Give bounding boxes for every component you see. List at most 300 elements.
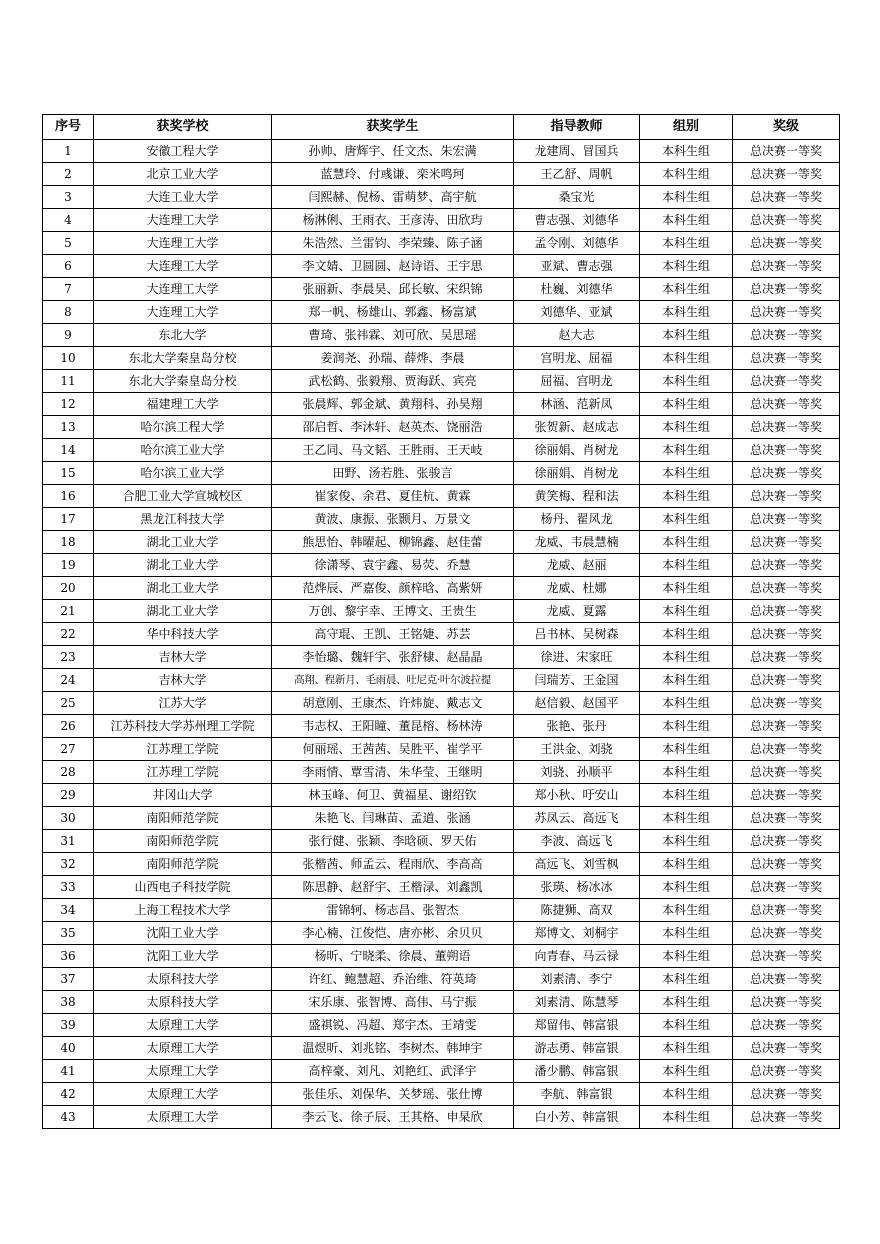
table-row <box>43 232 840 255</box>
cell-teacher: 闫瑞芳、王金国 <box>514 669 640 692</box>
cell-group: 本科生组 <box>640 1083 733 1106</box>
cell-no: 38 <box>43 991 94 1014</box>
cell-teacher: 王洪金、刘骁 <box>514 738 640 761</box>
cell-group: 本科生组 <box>640 899 733 922</box>
cell-students: 朱浩然、兰雷钧、李荣臻、陈子涵 <box>272 232 514 255</box>
cell-teacher: 赵信毅、赵国平 <box>514 692 640 715</box>
cell-no: 5 <box>43 232 94 255</box>
cell-school: 哈尔滨工程大学 <box>94 416 272 439</box>
cell-group: 本科生组 <box>640 761 733 784</box>
table-row <box>43 370 840 393</box>
cell-students: 蓝慧玲、付彧谦、栾米鸣珂 <box>272 163 514 186</box>
cell-school: 江苏大学 <box>94 692 272 715</box>
cell-teacher: 李航、韩富银 <box>514 1083 640 1106</box>
cell-teacher: 徐丽娟、肖树龙 <box>514 462 640 485</box>
cell-students: 崔家俊、余君、夏佳杭、黄霖 <box>272 485 514 508</box>
cell-group: 本科生组 <box>640 554 733 577</box>
cell-group: 本科生组 <box>640 876 733 899</box>
table-row <box>43 255 840 278</box>
cell-no: 31 <box>43 830 94 853</box>
cell-school: 安徽工程大学 <box>94 140 272 163</box>
cell-school: 江苏科技大学苏州理工学院 <box>94 715 272 738</box>
cell-teacher: 白小芳、韩富银 <box>514 1106 640 1129</box>
cell-school: 东北大学秦皇岛分校 <box>94 370 272 393</box>
table-row <box>43 1083 840 1106</box>
cell-teacher: 龙威、夏露 <box>514 600 640 623</box>
header-award: 奖级 <box>733 115 840 140</box>
cell-group: 本科生组 <box>640 1060 733 1083</box>
table-row <box>43 393 840 416</box>
cell-no: 37 <box>43 968 94 991</box>
cell-group: 本科生组 <box>640 738 733 761</box>
cell-students: 李文婧、卫圆圆、赵诗语、王宇思 <box>272 255 514 278</box>
cell-students: 张楷茜、师孟云、程雨欣、李高高 <box>272 853 514 876</box>
cell-school: 湖北工业大学 <box>94 600 272 623</box>
cell-no: 11 <box>43 370 94 393</box>
cell-school: 大连理工大学 <box>94 209 272 232</box>
cell-teacher: 龙威、韦晨慧楠 <box>514 531 640 554</box>
cell-teacher: 张贺新、赵成志 <box>514 416 640 439</box>
cell-no: 22 <box>43 623 94 646</box>
cell-school: 太原理工大学 <box>94 1083 272 1106</box>
cell-group: 本科生组 <box>640 232 733 255</box>
cell-no: 21 <box>43 600 94 623</box>
cell-school: 沈阳工业大学 <box>94 922 272 945</box>
cell-no: 7 <box>43 278 94 301</box>
table-row <box>43 922 840 945</box>
cell-students: 盛祺锐、冯超、郑宇杰、王靖雯 <box>272 1014 514 1037</box>
table-row <box>43 784 840 807</box>
cell-teacher: 赵大志 <box>514 324 640 347</box>
cell-no: 4 <box>43 209 94 232</box>
cell-award: 总决赛一等奖 <box>733 692 840 715</box>
cell-school: 井冈山大学 <box>94 784 272 807</box>
cell-no: 24 <box>43 669 94 692</box>
cell-award: 总决赛一等奖 <box>733 577 840 600</box>
cell-students: 姜润尧、孙瑞、薛烨、李晨 <box>272 347 514 370</box>
cell-group: 本科生组 <box>640 600 733 623</box>
cell-no: 6 <box>43 255 94 278</box>
cell-award: 总决赛一等奖 <box>733 255 840 278</box>
cell-school: 上海工程技术大学 <box>94 899 272 922</box>
cell-teacher: 黄笑梅、程和法 <box>514 485 640 508</box>
cell-students: 邵启哲、李沐轩、赵英杰、饶丽浩 <box>272 416 514 439</box>
cell-students: 高梓豪、刘凡、刘艳红、武泽宇 <box>272 1060 514 1083</box>
cell-award: 总决赛一等奖 <box>733 623 840 646</box>
cell-award: 总决赛一等奖 <box>733 462 840 485</box>
cell-students: 李心楠、江俊恺、唐亦彬、余贝贝 <box>272 922 514 945</box>
cell-teacher: 郑小秋、吁安山 <box>514 784 640 807</box>
cell-award: 总决赛一等奖 <box>733 531 840 554</box>
cell-group: 本科生组 <box>640 945 733 968</box>
cell-students: 胡意刚、王康杰、许炜旋、戴志文 <box>272 692 514 715</box>
cell-award: 总决赛一等奖 <box>733 669 840 692</box>
cell-group: 本科生组 <box>640 186 733 209</box>
cell-no: 19 <box>43 554 94 577</box>
cell-group: 本科生组 <box>640 485 733 508</box>
cell-award: 总决赛一等奖 <box>733 853 840 876</box>
cell-no: 16 <box>43 485 94 508</box>
cell-no: 30 <box>43 807 94 830</box>
cell-school: 哈尔滨工业大学 <box>94 462 272 485</box>
cell-teacher: 刘骁、孙顺平 <box>514 761 640 784</box>
cell-group: 本科生组 <box>640 1014 733 1037</box>
table-row <box>43 531 840 554</box>
table-row <box>43 278 840 301</box>
cell-group: 本科生组 <box>640 393 733 416</box>
cell-students: 高守琨、王凯、王铭婕、苏芸 <box>272 623 514 646</box>
cell-award: 总决赛一等奖 <box>733 991 840 1014</box>
cell-no: 15 <box>43 462 94 485</box>
cell-no: 25 <box>43 692 94 715</box>
cell-students: 许红、鲍慧超、乔治维、符英琦 <box>272 968 514 991</box>
cell-students: 张佳乐、刘保华、关梦瑶、张仕博 <box>272 1083 514 1106</box>
cell-award: 总决赛一等奖 <box>733 163 840 186</box>
cell-group: 本科生组 <box>640 922 733 945</box>
cell-teacher: 郑留伟、韩富银 <box>514 1014 640 1037</box>
table-row <box>43 347 840 370</box>
cell-award: 总决赛一等奖 <box>733 646 840 669</box>
cell-students: 温煜昕、刘兆铭、李树杰、韩坤宇 <box>272 1037 514 1060</box>
cell-no: 2 <box>43 163 94 186</box>
table-row <box>43 669 840 692</box>
cell-students: 闫熙赫、倪杨、雷萌梦、高宇航 <box>272 186 514 209</box>
table-row <box>43 1060 840 1083</box>
cell-group: 本科生组 <box>640 853 733 876</box>
cell-teacher: 杜巍、刘德华 <box>514 278 640 301</box>
table-row <box>43 738 840 761</box>
cell-award: 总决赛一等奖 <box>733 232 840 255</box>
cell-school: 太原理工大学 <box>94 1037 272 1060</box>
cell-group: 本科生组 <box>640 324 733 347</box>
cell-students: 张行健、张颖、李晗硕、罗天佑 <box>272 830 514 853</box>
table-row <box>43 209 840 232</box>
table-row <box>43 416 840 439</box>
cell-group: 本科生组 <box>640 531 733 554</box>
cell-group: 本科生组 <box>640 508 733 531</box>
cell-award: 总决赛一等奖 <box>733 1037 840 1060</box>
cell-students: 张丽新、李晨昊、邱长敏、宋织锦 <box>272 278 514 301</box>
cell-no: 26 <box>43 715 94 738</box>
cell-teacher: 李波、高远飞 <box>514 830 640 853</box>
cell-no: 9 <box>43 324 94 347</box>
cell-students: 杨昕、宁晓柔、徐晨、董朔语 <box>272 945 514 968</box>
cell-teacher: 孟令刚、刘德华 <box>514 232 640 255</box>
cell-award: 总决赛一等奖 <box>733 1106 840 1129</box>
cell-students: 徐潇琴、袁宇鑫、易荧、乔慧 <box>272 554 514 577</box>
table-row <box>43 324 840 347</box>
table-row <box>43 968 840 991</box>
cell-teacher: 龙建周、冒国兵 <box>514 140 640 163</box>
cell-group: 本科生组 <box>640 370 733 393</box>
cell-no: 43 <box>43 1106 94 1129</box>
cell-no: 35 <box>43 922 94 945</box>
cell-no: 17 <box>43 508 94 531</box>
cell-students: 宋乐康、张智博、高伟、马宁振 <box>272 991 514 1014</box>
cell-group: 本科生组 <box>640 646 733 669</box>
cell-school: 东北大学 <box>94 324 272 347</box>
cell-school: 南阳师范学院 <box>94 830 272 853</box>
table-row <box>43 715 840 738</box>
cell-award: 总决赛一等奖 <box>733 807 840 830</box>
table-row <box>43 301 840 324</box>
cell-award: 总决赛一等奖 <box>733 278 840 301</box>
table-row <box>43 508 840 531</box>
cell-school: 湖北工业大学 <box>94 577 272 600</box>
cell-no: 41 <box>43 1060 94 1083</box>
cell-award: 总决赛一等奖 <box>733 324 840 347</box>
cell-students: 李怡璐、魏轩宇、张舒棣、赵晶晶 <box>272 646 514 669</box>
cell-teacher: 杨丹、翟风龙 <box>514 508 640 531</box>
cell-group: 本科生组 <box>640 991 733 1014</box>
cell-teacher: 游志勇、韩富银 <box>514 1037 640 1060</box>
cell-award: 总决赛一等奖 <box>733 1060 840 1083</box>
cell-award: 总决赛一等奖 <box>733 416 840 439</box>
cell-award: 总决赛一等奖 <box>733 784 840 807</box>
table-row <box>43 830 840 853</box>
table-row <box>43 807 840 830</box>
cell-teacher: 龙威、赵丽 <box>514 554 640 577</box>
cell-group: 本科生组 <box>640 140 733 163</box>
cell-group: 本科生组 <box>640 1037 733 1060</box>
cell-no: 27 <box>43 738 94 761</box>
cell-no: 14 <box>43 439 94 462</box>
cell-students: 田野、汤若胜、张骏言 <box>272 462 514 485</box>
cell-students: 武松鹤、张毅翔、贾海跃、宾亮 <box>272 370 514 393</box>
cell-school: 湖北工业大学 <box>94 531 272 554</box>
cell-no: 13 <box>43 416 94 439</box>
table-row <box>43 945 840 968</box>
cell-group: 本科生组 <box>640 577 733 600</box>
cell-students: 雷锦轲、杨志昌、张智杰 <box>272 899 514 922</box>
cell-school: 太原理工大学 <box>94 1060 272 1083</box>
cell-school: 太原科技大学 <box>94 968 272 991</box>
header-students: 获奖学生 <box>272 115 514 140</box>
cell-no: 3 <box>43 186 94 209</box>
cell-students: 陈思静、赵舒宇、王楷渌、刘鑫凯 <box>272 876 514 899</box>
table-row <box>43 1037 840 1060</box>
cell-students: 熊思怡、韩曜起、柳锦鑫、赵佳蕾 <box>272 531 514 554</box>
cell-award: 总决赛一等奖 <box>733 140 840 163</box>
cell-no: 12 <box>43 393 94 416</box>
table-row <box>43 853 840 876</box>
cell-teacher: 曹志强、刘德华 <box>514 209 640 232</box>
cell-students: 李雨情、覃雪清、朱华莹、王继明 <box>272 761 514 784</box>
cell-group: 本科生组 <box>640 968 733 991</box>
table-row <box>43 1106 840 1129</box>
table-row <box>43 899 840 922</box>
header-no: 序号 <box>43 115 94 140</box>
cell-award: 总决赛一等奖 <box>733 508 840 531</box>
cell-students: 王乙同、马文韬、王胜雨、王天岐 <box>272 439 514 462</box>
cell-group: 本科生组 <box>640 692 733 715</box>
cell-teacher: 亚斌、曹志强 <box>514 255 640 278</box>
cell-group: 本科生组 <box>640 209 733 232</box>
table-row <box>43 646 840 669</box>
cell-group: 本科生组 <box>640 416 733 439</box>
cell-group: 本科生组 <box>640 255 733 278</box>
cell-no: 10 <box>43 347 94 370</box>
cell-teacher: 刘素清、李宁 <box>514 968 640 991</box>
cell-award: 总决赛一等奖 <box>733 301 840 324</box>
cell-award: 总决赛一等奖 <box>733 209 840 232</box>
cell-teacher: 张瑛、杨冰冰 <box>514 876 640 899</box>
cell-school: 吉林大学 <box>94 669 272 692</box>
cell-teacher: 高远飞、刘雪枫 <box>514 853 640 876</box>
cell-no: 18 <box>43 531 94 554</box>
cell-school: 江苏理工学院 <box>94 761 272 784</box>
cell-no: 20 <box>43 577 94 600</box>
cell-school: 哈尔滨工业大学 <box>94 439 272 462</box>
cell-group: 本科生组 <box>640 807 733 830</box>
cell-teacher: 刘德华、亚斌 <box>514 301 640 324</box>
table-row <box>43 623 840 646</box>
cell-award: 总决赛一等奖 <box>733 761 840 784</box>
cell-teacher: 屈福、宫明龙 <box>514 370 640 393</box>
table-row <box>43 600 840 623</box>
table-row <box>43 1014 840 1037</box>
cell-school: 南阳师范学院 <box>94 853 272 876</box>
cell-award: 总决赛一等奖 <box>733 485 840 508</box>
cell-school: 山西电子科技学院 <box>94 876 272 899</box>
cell-students: 李云飞、徐子辰、王其格、申杲欣 <box>272 1106 514 1129</box>
cell-teacher: 林涵、范新凤 <box>514 393 640 416</box>
table-row <box>43 485 840 508</box>
header-group: 组别 <box>640 115 733 140</box>
cell-award: 总决赛一等奖 <box>733 1083 840 1106</box>
table-row <box>43 439 840 462</box>
cell-school: 大连理工大学 <box>94 255 272 278</box>
cell-students: 韦志权、王阳瞳、董昆榕、杨林涛 <box>272 715 514 738</box>
cell-school: 南阳师范学院 <box>94 807 272 830</box>
table-row <box>43 577 840 600</box>
table-row <box>43 140 840 163</box>
cell-award: 总决赛一等奖 <box>733 439 840 462</box>
cell-group: 本科生组 <box>640 715 733 738</box>
cell-school: 合肥工业大学宣城校区 <box>94 485 272 508</box>
table-row <box>43 876 840 899</box>
cell-award: 总决赛一等奖 <box>733 554 840 577</box>
cell-award: 总决赛一等奖 <box>733 370 840 393</box>
cell-teacher: 陈捷狮、高双 <box>514 899 640 922</box>
table-row <box>43 692 840 715</box>
header-teacher: 指导教师 <box>514 115 640 140</box>
header-school: 获奖学校 <box>94 115 272 140</box>
cell-students: 朱艳飞、闫琳苗、孟道、张涵 <box>272 807 514 830</box>
cell-school: 湖北工业大学 <box>94 554 272 577</box>
cell-school: 太原科技大学 <box>94 991 272 1014</box>
cell-award: 总决赛一等奖 <box>733 738 840 761</box>
cell-no: 40 <box>43 1037 94 1060</box>
table-row <box>43 186 840 209</box>
cell-school: 大连理工大学 <box>94 301 272 324</box>
cell-teacher: 宫明龙、屈福 <box>514 347 640 370</box>
cell-award: 总决赛一等奖 <box>733 186 840 209</box>
cell-no: 42 <box>43 1083 94 1106</box>
cell-students: 张晨辉、郭金斌、黄翔科、孙昊翔 <box>272 393 514 416</box>
table-row <box>43 163 840 186</box>
cell-group: 本科生组 <box>640 278 733 301</box>
table-body <box>43 140 840 1129</box>
table-row <box>43 761 840 784</box>
table-row <box>43 554 840 577</box>
cell-school: 太原理工大学 <box>94 1106 272 1129</box>
cell-school: 东北大学秦皇岛分校 <box>94 347 272 370</box>
cell-school: 福建理工大学 <box>94 393 272 416</box>
cell-group: 本科生组 <box>640 623 733 646</box>
cell-teacher: 潘少鹏、韩富银 <box>514 1060 640 1083</box>
cell-students: 林玉峰、何卫、黄福星、谢绍钦 <box>272 784 514 807</box>
cell-no: 34 <box>43 899 94 922</box>
cell-award: 总决赛一等奖 <box>733 945 840 968</box>
cell-school: 江苏理工学院 <box>94 738 272 761</box>
cell-teacher: 王乙舒、周帆 <box>514 163 640 186</box>
cell-school: 太原理工大学 <box>94 1014 272 1037</box>
cell-teacher: 向青春、马云禄 <box>514 945 640 968</box>
cell-students: 黄波、康振、张颢月、万景文 <box>272 508 514 531</box>
cell-students: 高翔、程新月、毛雨晨、吐尼克·叶尔波拉提 <box>272 669 514 692</box>
cell-school: 大连工业大学 <box>94 186 272 209</box>
cell-students: 孙帅、唐辉宇、任文杰、朱宏满 <box>272 140 514 163</box>
cell-teacher: 徐丽娟、肖树龙 <box>514 439 640 462</box>
cell-award: 总决赛一等奖 <box>733 600 840 623</box>
cell-group: 本科生组 <box>640 347 733 370</box>
table-row <box>43 462 840 485</box>
cell-award: 总决赛一等奖 <box>733 899 840 922</box>
cell-award: 总决赛一等奖 <box>733 715 840 738</box>
cell-teacher: 郑博文、刘桐宇 <box>514 922 640 945</box>
cell-school: 沈阳工业大学 <box>94 945 272 968</box>
cell-students: 万创、黎宇幸、王博文、王贵生 <box>272 600 514 623</box>
cell-no: 29 <box>43 784 94 807</box>
cell-award: 总决赛一等奖 <box>733 830 840 853</box>
cell-group: 本科生组 <box>640 784 733 807</box>
cell-no: 1 <box>43 140 94 163</box>
table-row <box>43 991 840 1014</box>
cell-no: 36 <box>43 945 94 968</box>
cell-award: 总决赛一等奖 <box>733 922 840 945</box>
cell-award: 总决赛一等奖 <box>733 876 840 899</box>
cell-school: 吉林大学 <box>94 646 272 669</box>
cell-teacher: 龙威、杜娜 <box>514 577 640 600</box>
cell-school: 大连理工大学 <box>94 278 272 301</box>
cell-no: 23 <box>43 646 94 669</box>
cell-students: 范烨辰、严嘉俊、颜梓晗、高紫妍 <box>272 577 514 600</box>
cell-teacher: 苏凤云、高远飞 <box>514 807 640 830</box>
cell-no: 39 <box>43 1014 94 1037</box>
cell-no: 33 <box>43 876 94 899</box>
cell-students: 郑一帆、杨雄山、郭鑫、杨富斌 <box>272 301 514 324</box>
cell-award: 总决赛一等奖 <box>733 968 840 991</box>
cell-group: 本科生组 <box>640 462 733 485</box>
cell-award: 总决赛一等奖 <box>733 347 840 370</box>
cell-group: 本科生组 <box>640 439 733 462</box>
cell-group: 本科生组 <box>640 163 733 186</box>
cell-group: 本科生组 <box>640 301 733 324</box>
cell-school: 黑龙江科技大学 <box>94 508 272 531</box>
cell-no: 32 <box>43 853 94 876</box>
cell-students: 曹琦、张祎霖、刘可欣、吴思瑶 <box>272 324 514 347</box>
cell-school: 华中科技大学 <box>94 623 272 646</box>
cell-no: 8 <box>43 301 94 324</box>
cell-teacher: 徐进、宋家旺 <box>514 646 640 669</box>
cell-award: 总决赛一等奖 <box>733 1014 840 1037</box>
cell-group: 本科生组 <box>640 1106 733 1129</box>
cell-students: 杨淋俐、王雨衣、王彦涛、田欣玙 <box>272 209 514 232</box>
cell-group: 本科生组 <box>640 669 733 692</box>
cell-teacher: 刘素清、陈慧琴 <box>514 991 640 1014</box>
cell-school: 北京工业大学 <box>94 163 272 186</box>
